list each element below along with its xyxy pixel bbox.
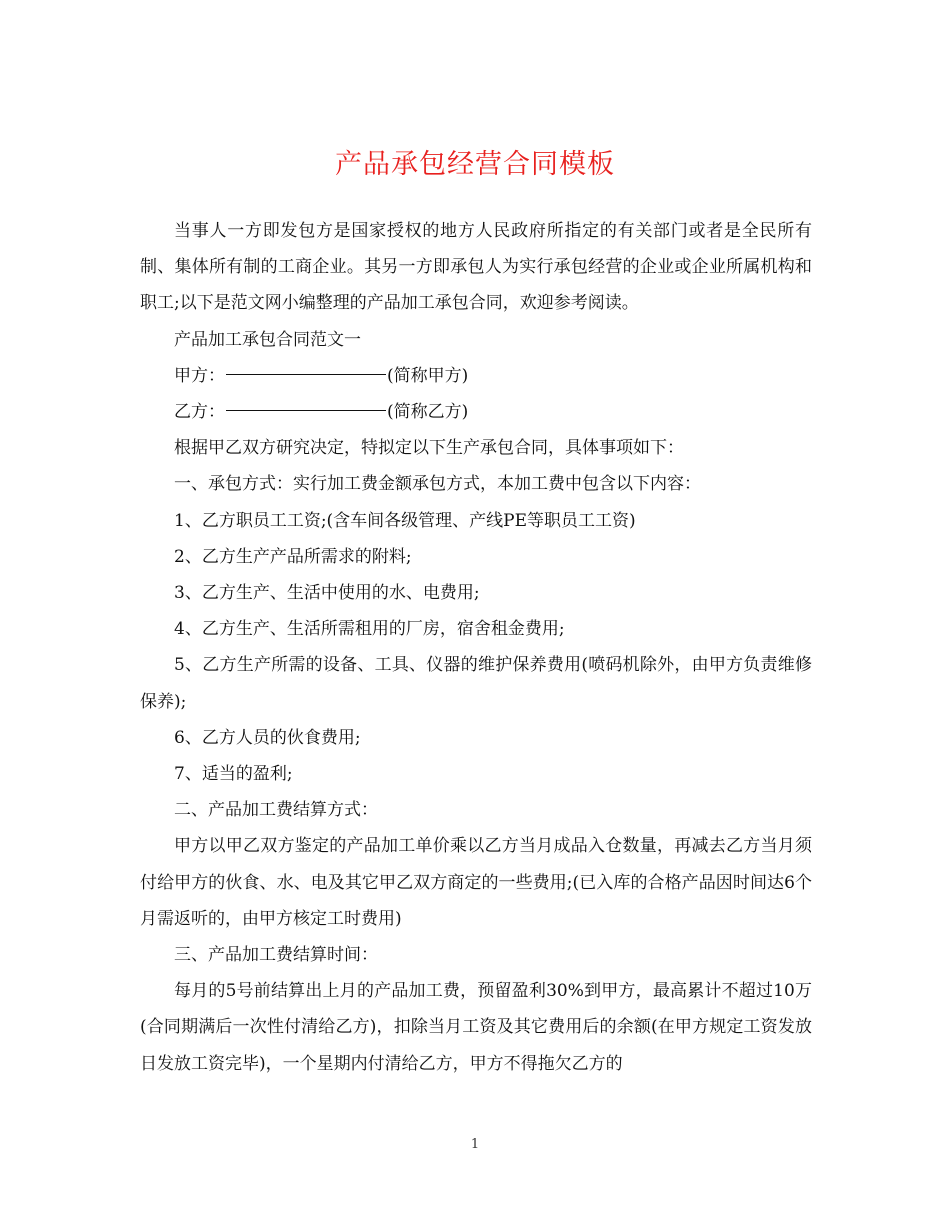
clause-paragraph: 2、乙方生产产品所需求的附料; — [174, 546, 412, 567]
clause-paragraph: 3、乙方生产、生活中使用的水、电费用; — [174, 583, 480, 604]
clause-paragraph: 7、适当的盈利; — [174, 764, 293, 785]
clause-paragraph: 甲方以甲乙双方鉴定的产品加工单价乘以乙方当月成品入仓数量，再减去乙方当月须付给甲方的伙食、水、电及其它甲乙双方商定的一些费用;(已入库的合格产品因时间达6个月需返听的，由甲方核定工时费用) — [140, 836, 812, 929]
document-title: 产品承包经营合同模板 — [335, 149, 615, 180]
clause-paragraph: 每月的5号前结算出上月的产品加工费，预留盈利30%到甲方，最高累计不超过10万(合同期满后一次性付清给乙方)，扣除当月工资及其它费用后的余额(在甲方规定工资发放日发放工资完毕)，一个星期内付清给乙方，甲方不得拖欠乙方的 — [140, 981, 812, 1074]
sample-heading: 产品加工承包合同范文一 — [174, 329, 361, 350]
clause-paragraph: 1、乙方职员工工资;(含车间各级管理、产线PE等职员工工资) — [174, 510, 636, 531]
party-b-blank — [226, 410, 386, 411]
party-a-line — [140, 358, 812, 394]
party-b-line — [140, 394, 812, 430]
clause-paragraph: 三、产品加工费结算时间： — [174, 945, 378, 966]
document-body — [140, 213, 812, 1082]
party-a-label: 甲方： — [174, 365, 225, 386]
clause-paragraph: 5、乙方生产所需的设备、工具、仪器的维护保养费用(喷码机除外，由甲方负责维修保养); — [140, 655, 812, 712]
clause-paragraph: 4、乙方生产、生活所需租用的厂房，宿舍租金费用; — [174, 619, 565, 640]
clause-paragraph: 二、产品加工费结算方式： — [174, 800, 378, 821]
party-b-suffix: (简称乙方) — [387, 402, 469, 423]
clause-paragraph: 根据甲乙双方研究决定，特拟定以下生产承包合同，具体事项如下： — [174, 438, 684, 459]
party-b-label: 乙方： — [174, 402, 225, 423]
intro-paragraph: 当事人一方即发包方是国家授权的地方人民政府所指定的有关部门或者是全民所有制、集体所有制的工商企业。其另一方即承包人为实行承包经营的企业或企业所属机构和职工;以下是范文网小编整理的产品加工承包合同，欢迎参考阅读。 — [140, 221, 812, 314]
clause-paragraph: 6、乙方人员的伙食费用; — [174, 727, 361, 748]
party-a-blank — [226, 374, 386, 375]
clause-paragraph: 一、承包方式：实行加工费金额承包方式，本加工费中包含以下内容： — [174, 474, 701, 495]
page-number: 1 — [470, 1137, 480, 1152]
party-a-suffix: (简称甲方) — [387, 365, 469, 386]
